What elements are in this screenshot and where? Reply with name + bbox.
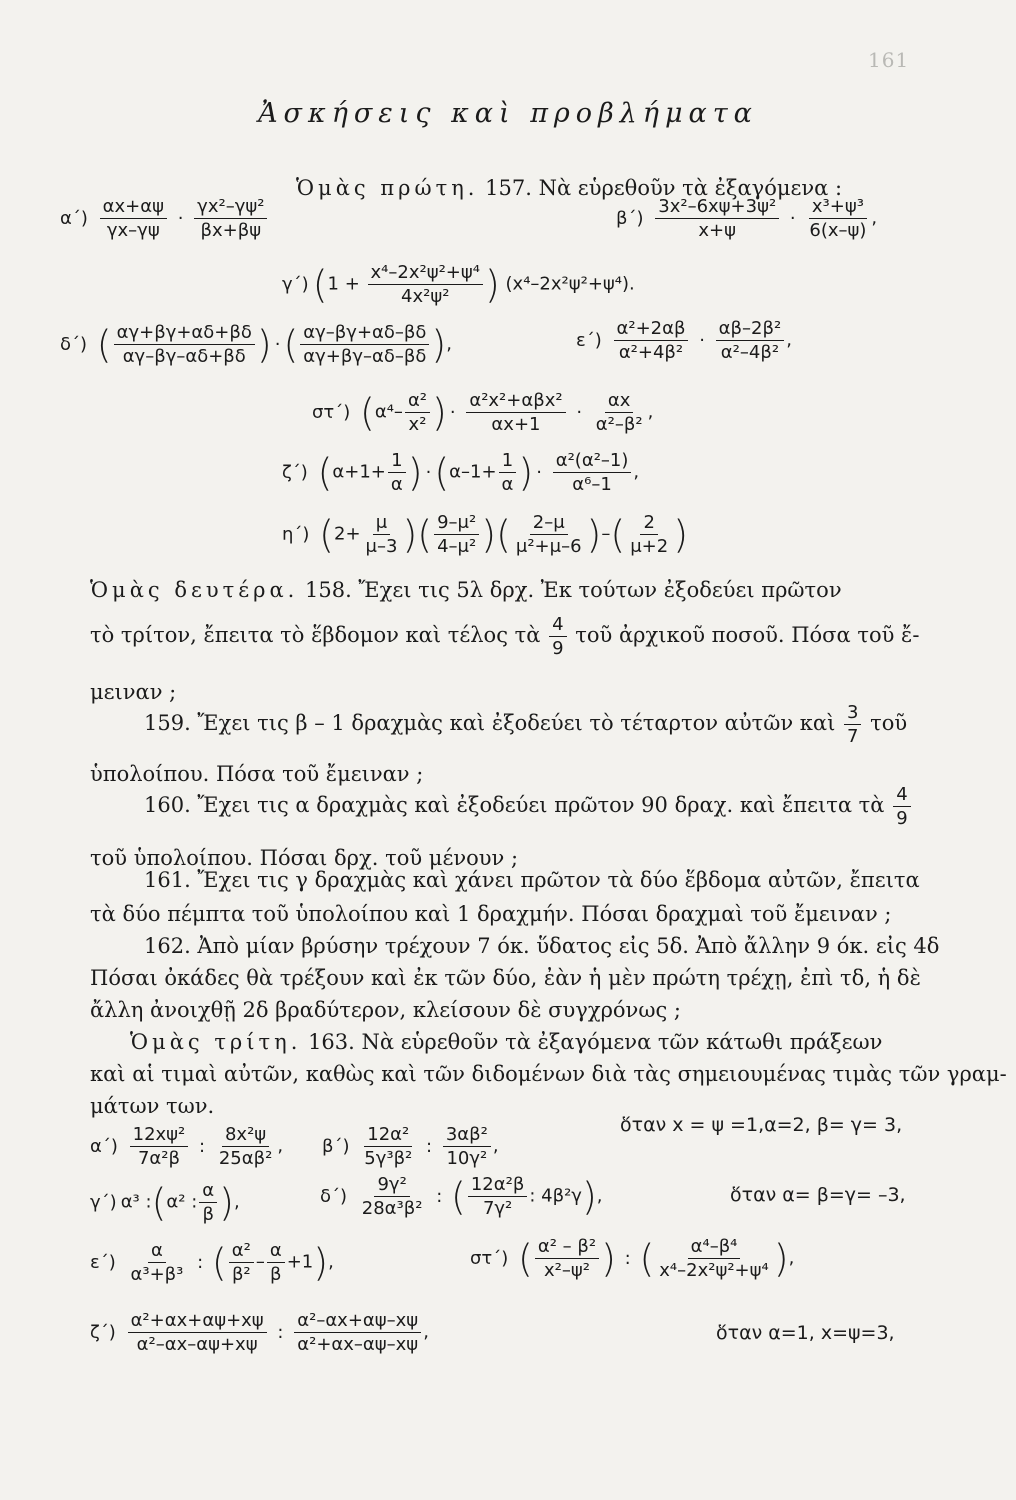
operator: –	[601, 523, 611, 545]
p163-line2: καὶ αἱ τιμαὶ αὐτῶν, καθὼς καὶ τῶν διδομένων διὰ τὰς σημειουμένας τιμὰς τῶν γραμ-	[90, 1062, 1007, 1086]
fraction	[267, 1240, 285, 1285]
ex157-e: ε΄) $\frac{\text{α²+2αβ}}{\text{α²+4β²}}$ · $\frac{\text{αβ–2β²}}{\text{α²–4β²}}$ ,	[576, 318, 792, 363]
numerator: α² – β²	[535, 1236, 599, 1259]
numerator: x⁴–2x²ψ²+ψ⁴	[368, 262, 483, 285]
denominator: α	[390, 474, 403, 495]
fraction	[368, 262, 483, 307]
ex163-g: γ΄) α³ :(α² : $\frac{\alpha}{\beta}$ ),	[90, 1180, 240, 1225]
fraction	[466, 390, 565, 435]
fraction	[844, 702, 861, 747]
punctuation: ,	[423, 1321, 429, 1343]
fraction	[100, 196, 167, 241]
ex163-e: ε΄) $\frac{\alpha}{\text{α³+β³}}$ : ( $\frac{\text{α²}}{\text{β²}}$ – $\frac{\alpha}{\beta}$ +1),	[90, 1240, 334, 1285]
numerator: 1	[499, 450, 516, 473]
numerator: α²x²+αβx²	[466, 390, 565, 413]
label: β΄)	[616, 207, 644, 229]
ex163-z-condition: ὅταν α=1, x=ψ=3,	[716, 1322, 895, 1344]
p160-line2: τοῦ ὑπολοίπου. Πόσαι δρχ. τοῦ μένουν ;	[90, 846, 519, 870]
term: α⁴–	[374, 401, 403, 423]
fraction	[294, 1310, 421, 1355]
term: 1 +	[327, 273, 360, 295]
numerator: 9γ²	[374, 1174, 409, 1197]
fraction	[806, 196, 869, 241]
denominator: 5γ³β²	[364, 1148, 413, 1169]
numerator: μ	[373, 512, 390, 535]
ex163-d: δ΄) $\frac{\text{9γ²}}{\text{28α³β²}}$ : ( $\frac{\text{12α²β}}{\text{7γ²}}$ : 4β²γ),	[320, 1174, 603, 1219]
group1-text: 157. Νὰ εὑρεθοῦν τὰ ἐξαγόμενα :	[478, 176, 843, 200]
label: ζ΄)	[282, 461, 308, 483]
label: στ΄)	[470, 1247, 509, 1269]
term: α³ :	[120, 1191, 152, 1213]
punctuation: ,	[788, 1247, 795, 1269]
text: τὸ τρίτον, ἔπειτα τὸ ἕβδομον καὶ τέλος τὰ	[90, 623, 541, 647]
p162-line3: ἄλλη ἀνοιχθῇ 2δ βραδύτερον, κλείσουν δὲ συγχρόνως ;	[90, 998, 681, 1022]
punctuation: ,	[277, 1135, 284, 1157]
ex163-st: στ΄) ( $\frac{\text{α² – β²}}{\text{x²–ψ²}}$ ) : ( $\frac{\text{α⁴–β⁴}}{\text{x⁴–2x²ψ²+ψ⁴}}$ ),	[470, 1236, 795, 1281]
text: 160. Ἔχει τις α δραχμὰς καὶ ἐξοδεύει πρῶτον 90 δραχ. καὶ ἔπειτα τὰ	[144, 793, 885, 817]
fraction	[513, 512, 585, 557]
fraction	[216, 1124, 275, 1169]
term: 2+	[334, 523, 361, 545]
fraction	[300, 322, 429, 367]
fraction	[656, 1236, 771, 1281]
denominator: μ²+μ–6	[515, 536, 582, 557]
term: α–1+	[449, 461, 497, 483]
p161-line1: 161. Ἔχει τις γ δραχμὰς καὶ χάνει πρῶτον τὰ δύο ἕβδομα αὐτῶν, ἔπειτα	[144, 868, 920, 892]
numerator: αx+αψ	[100, 196, 167, 219]
ex163-gd-condition: ὅταν α= β=γ= –3,	[730, 1184, 906, 1206]
denominator: α²–4β²	[720, 342, 780, 363]
punctuation: ,	[328, 1251, 334, 1273]
punctuation: ,	[233, 1191, 240, 1213]
ex157-g: γ΄) (1 + $\frac{\text{x⁴–2x²ψ²+ψ⁴}}{\text{4x²ψ²}}$ ) (x⁴–2x²ψ²+ψ⁴).	[282, 262, 635, 307]
denominator: x²–ψ²	[543, 1260, 590, 1281]
denominator: α	[501, 474, 514, 495]
term: α+1+	[332, 461, 386, 483]
denominator: α³+β³	[130, 1264, 184, 1285]
ex163-ab-condition: ὅταν x = ψ =1,α=2, β= γ= 3,	[620, 1114, 903, 1136]
operator: :	[199, 1135, 206, 1157]
fraction	[443, 1124, 491, 1169]
page-number: 161	[868, 48, 910, 72]
label: η΄)	[282, 523, 310, 545]
numerator: 3	[844, 702, 861, 725]
fraction	[405, 390, 430, 435]
fraction	[593, 390, 646, 435]
p163-line3: μάτων των.	[90, 1094, 215, 1118]
label: δ΄)	[320, 1185, 348, 1207]
denominator: αx+1	[491, 414, 541, 435]
label: ζ΄)	[90, 1321, 116, 1343]
punctuation: ,	[633, 461, 640, 483]
fraction	[549, 614, 566, 659]
label: στ΄)	[312, 401, 351, 423]
punctuation: ,	[492, 1135, 499, 1157]
term: : 4β²γ	[529, 1185, 582, 1207]
denominator: β	[270, 1264, 282, 1285]
denominator: 9	[896, 808, 908, 829]
p158-line3: μειναν ;	[90, 680, 177, 704]
ex163-b	[322, 1124, 499, 1169]
denominator: α²–αx–αψ+xψ	[136, 1334, 258, 1355]
denominator: β²	[231, 1264, 251, 1285]
denominator: 7α²β	[137, 1148, 180, 1169]
fraction	[194, 196, 267, 241]
fraction	[229, 1240, 254, 1285]
fraction	[361, 1124, 415, 1169]
denominator: 25αβ²	[218, 1148, 273, 1169]
numerator: α²+αx+αψ+xψ	[128, 1310, 267, 1333]
fraction	[199, 1180, 217, 1225]
p162-line2: Πόσαι ὀκάδες θὰ τρέξουν καὶ ἐκ τῶν δύο, ἐὰν ἡ μὲν πρώτη τρέχῃ, ἐπὶ τδ, ἡ δὲ	[90, 966, 921, 990]
denominator: α²+αx–αψ–xψ	[297, 1334, 419, 1355]
denominator: αγ–βγ–αδ+βδ	[122, 346, 246, 367]
group3-heading	[130, 1030, 882, 1054]
label: ε΄)	[576, 329, 602, 351]
group2-label: Ὁμὰς δευτέρα.	[90, 578, 299, 602]
numerator: α²–αx+αψ–xψ	[294, 1310, 421, 1333]
fraction	[535, 1236, 599, 1281]
fraction	[499, 450, 517, 495]
operator: –	[255, 1251, 265, 1273]
section-title: Ἀσκήσεις καὶ προβλήματα	[258, 98, 758, 129]
fraction	[716, 318, 785, 363]
fraction	[553, 450, 632, 495]
fraction	[363, 512, 401, 557]
label: α΄)	[60, 207, 88, 229]
numerator: 12xψ²	[130, 1124, 189, 1147]
denominator: 9	[552, 638, 564, 659]
label: α΄)	[90, 1135, 118, 1157]
ex157-d: δ΄) ( $\frac{\alpha\gamma+\beta\gamma+\alpha\delta+\beta\delta}{\alpha\gamma-\beta\gamma-\alpha\delta+\beta\delta}$ ) ·( $\frac{\alpha\gamma-\beta\gamma+\alpha\delta-\beta\delta}{\alpha\gamma+\beta\gamma-\alpha\delta-\beta\delta}$ ),	[60, 322, 452, 367]
denominator: 7γ²	[482, 1198, 513, 1219]
numerator: 4	[893, 784, 910, 807]
numerator: 12α²β	[468, 1174, 527, 1197]
denominator: 4–μ²	[437, 536, 477, 557]
operator: :	[624, 1247, 631, 1269]
fraction	[388, 450, 406, 495]
fraction	[130, 1124, 189, 1169]
label: γ΄)	[282, 273, 309, 295]
p159-line2: ὑπολοίπου. Πόσα τοῦ ἔμειναν ;	[90, 762, 424, 786]
numerator: α	[148, 1240, 166, 1263]
numerator: αx	[605, 390, 634, 413]
operator: :	[277, 1321, 284, 1343]
fraction	[468, 1174, 527, 1219]
term: (x⁴–2x²ψ²+ψ⁴).	[505, 273, 635, 295]
numerator: α	[267, 1240, 285, 1263]
operator: :	[426, 1135, 433, 1157]
term: +1	[286, 1251, 314, 1273]
punctuation: ,	[786, 329, 792, 351]
numerator: x³+ψ³	[809, 196, 867, 219]
numerator: αβ–2β²	[716, 318, 785, 341]
numerator: 9–μ²	[434, 512, 479, 535]
ex157-b	[616, 196, 877, 241]
operator: ·	[177, 207, 184, 229]
p161-line2: τὰ δύο πέμπτα τοῦ ὑπολοίπου καὶ 1 δραχμήν. Πόσαι δραχμαὶ τοῦ ἔμειναν ;	[90, 902, 892, 926]
numerator: α	[199, 1180, 217, 1203]
group1-label: Ὁμὰς πρώτη.	[296, 176, 479, 200]
numerator: 12α²	[364, 1124, 412, 1147]
denominator: β	[202, 1204, 214, 1225]
term: α² :	[166, 1191, 198, 1213]
ex157-a	[60, 196, 269, 241]
group2-heading	[90, 578, 842, 602]
denominator: x⁴–2x²ψ²+ψ⁴	[659, 1260, 769, 1281]
ex157-h: η΄) (2+ $\frac{\mu}{\mu-3}$ )( $\frac{\text{9–μ²}}{\text{4–μ²}}$ )( $\frac{2-\mu}{\text{μ²+μ–6}}$ )–( $\frac{2}{\mu+2}$ )	[282, 512, 689, 557]
text: τοῦ ἀρχικοῦ ποσοῦ. Πόσα τοῦ ἔ-	[575, 623, 920, 647]
denominator: x+ψ	[698, 220, 737, 241]
numerator: α²+2αβ	[614, 318, 689, 341]
operator: ·	[789, 207, 796, 229]
denominator: α⁶–1	[572, 474, 612, 495]
numerator: 3αβ²	[443, 1124, 491, 1147]
punctuation: ,	[596, 1185, 603, 1207]
fraction	[627, 512, 671, 557]
numerator: αγ+βγ+αδ+βδ	[114, 322, 255, 345]
numerator: 4	[549, 614, 566, 637]
denominator: μ–3	[365, 536, 398, 557]
denominator: 28α³β²	[361, 1198, 423, 1219]
fraction	[128, 1310, 267, 1355]
fraction	[114, 322, 255, 367]
numerator: 2	[640, 512, 657, 535]
ex163-a	[90, 1124, 283, 1169]
denominator: βx+βψ	[200, 220, 262, 241]
numerator: 1	[388, 450, 405, 473]
group3-label: Ὁμὰς τρίτη.	[130, 1030, 302, 1054]
ex157-st: στ΄) (α⁴– $\frac{\text{α²}}{\text{x²}}$ ) · $\frac{\text{α²x²+αβx²}}{\alpha x+1}$ · $\frac{\alpha x}{\text{α²–β²}}$ ,	[312, 390, 654, 435]
label: ε΄)	[90, 1251, 116, 1273]
denominator: 4x²ψ²	[401, 286, 450, 307]
numerator: α²	[405, 390, 430, 413]
denominator: α²–β²	[595, 414, 643, 435]
numerator: α²(α²–1)	[553, 450, 632, 473]
denominator: 10γ²	[446, 1148, 488, 1169]
numerator: 3x²–6xψ+3ψ²	[655, 196, 779, 219]
numerator: 8x²ψ	[222, 1124, 269, 1147]
denominator: α²+4β²	[618, 342, 684, 363]
punctuation: ,	[446, 333, 452, 355]
punctuation: ,	[871, 207, 878, 229]
fraction	[655, 196, 779, 241]
p158-line2	[90, 614, 919, 659]
denominator: μ+2	[630, 536, 669, 557]
denominator: αγ+βγ–αδ–βδ	[303, 346, 427, 367]
denominator: γx–γψ	[106, 220, 160, 241]
p162-line1: 162. Ἀπὸ μίαν βρύσην τρέχουν 7 όκ. ὕδατος εἰς 5δ. Ἀπὸ ἄλλην 9 όκ. εἰς 4δ	[144, 934, 940, 958]
text: τοῦ	[870, 711, 908, 735]
label: β΄)	[322, 1135, 350, 1157]
numerator: αγ–βγ+αδ–βδ	[300, 322, 429, 345]
fraction	[359, 1174, 426, 1219]
text: 159. Ἔχει τις β – 1 δραχμὰς καὶ ἐξοδεύει τὸ τέταρτον αὐτῶν καὶ	[144, 711, 836, 735]
group2-text: 158. Ἔχει τις 5λ δρχ. Ἐκ τούτων ἐξοδεύει πρῶτον	[298, 578, 842, 602]
denominator: 6(x–ψ)	[809, 220, 867, 241]
punctuation: ,	[647, 401, 654, 423]
fraction	[893, 784, 910, 829]
group3-text: 163. Νὰ εὑρεθοῦν τὰ ἐξαγόμενα τῶν κάτωθι πράξεων	[301, 1030, 883, 1054]
fraction	[128, 1240, 187, 1285]
operator: :	[436, 1185, 443, 1207]
operator: :	[197, 1251, 204, 1273]
p160-line1	[144, 784, 913, 829]
ex163-z	[90, 1310, 429, 1355]
denominator: 7	[847, 726, 859, 747]
numerator: γx²–γψ²	[194, 196, 267, 219]
label: δ΄)	[60, 333, 88, 355]
ex157-z: ζ΄) (α+1+ $\frac{1}{\alpha}$ ) ·(α–1+ $\frac{1}{\alpha}$ ) · $\frac{\text{α²(α²–1)}}{\text{α⁶–1}}$ ,	[282, 450, 640, 495]
denominator: x²	[408, 414, 427, 435]
fraction	[434, 512, 479, 557]
fraction	[614, 318, 689, 363]
p159-line1	[144, 702, 907, 747]
numerator: α²	[229, 1240, 254, 1263]
label: γ΄)	[90, 1191, 117, 1213]
numerator: α⁴–β⁴	[688, 1236, 741, 1259]
numerator: 2–μ	[530, 512, 568, 535]
